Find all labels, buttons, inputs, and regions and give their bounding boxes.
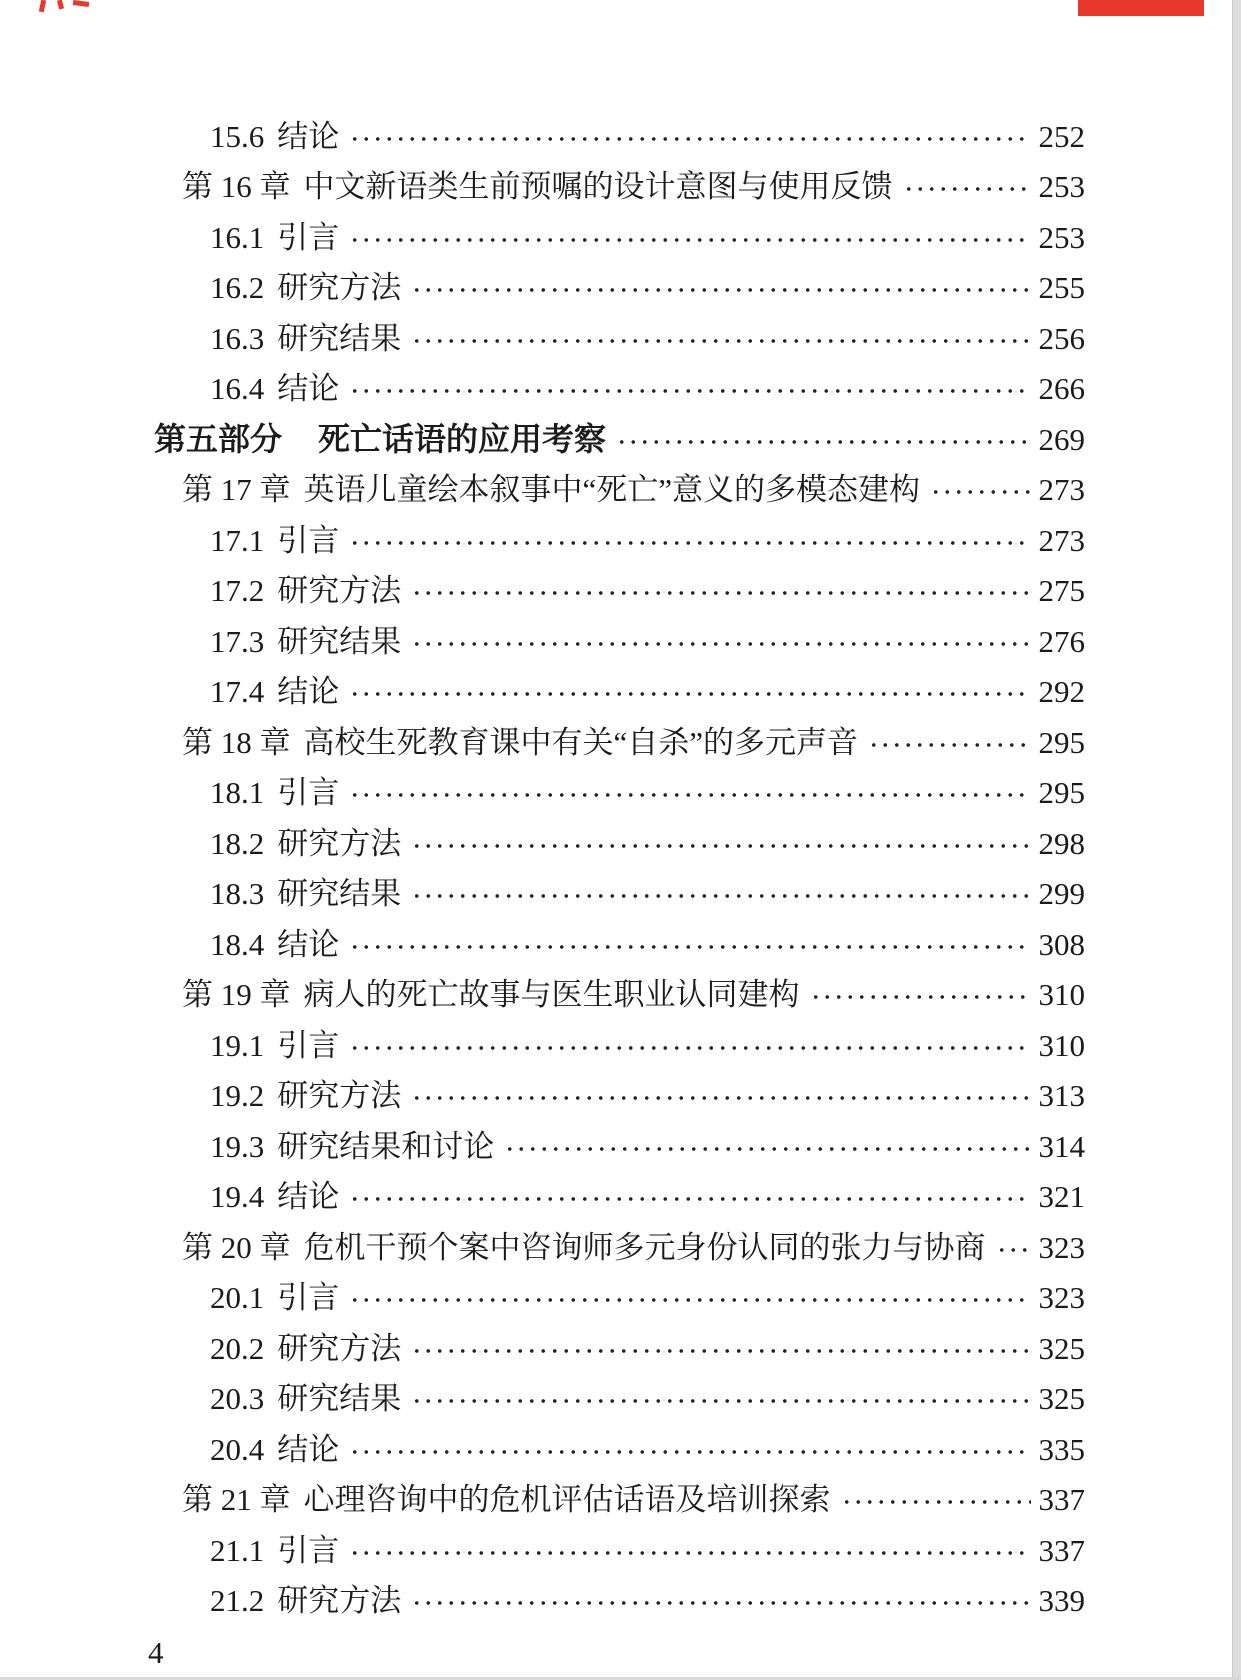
toc-entry-label: 16.2 [210,270,265,306]
dot-leader [349,667,1031,718]
dot-leader [411,1374,1031,1425]
toc-entry-page: 266 [1038,371,1085,407]
toc-entry-page: 299 [1038,876,1085,912]
toc-entry-page: 298 [1038,825,1085,861]
toc-entry-title: 研究结果和讨论 [277,1128,495,1164]
toc-entry-title: 研究方法 [277,1078,402,1114]
toc-entry-title: 引言 [277,775,340,811]
dot-leader [616,414,1031,465]
toc-entry-page: 314 [1038,1128,1085,1164]
toc-entry-title: 结论 [277,674,340,710]
toc-row [0,1374,1241,1425]
toc-row [0,667,1241,718]
dot-leader [411,818,1031,869]
toc-entry-label: 20.3 [210,1381,265,1417]
toc-row [0,768,1241,819]
toc-entry-label: 20.1 [210,1280,265,1316]
toc-entry-title: 高校生死教育课中有关“自杀”的多元声音 [303,724,859,760]
toc-entry-label: 第五部分 [154,421,283,458]
toc-entry-title: 研究结果 [277,876,402,912]
toc-row [0,1020,1241,1071]
toc-entry-page: 337 [1038,1532,1085,1568]
dot-leader [411,1323,1031,1374]
toc-entry-page: 308 [1038,926,1085,962]
dot-leader [349,515,1031,566]
toc-row [0,818,1241,869]
dot-leader [349,111,1031,162]
toc-entry-page: 323 [1038,1229,1085,1265]
red-scan-mark-left-2 [57,0,64,9]
dot-leader [810,970,1032,1021]
dot-leader [996,1222,1032,1273]
red-scan-mark-left-3 [73,0,89,7]
dot-leader [903,162,1032,213]
toc-entry-label: 20.4 [210,1431,265,1467]
toc-entry-title: 结论 [277,371,340,407]
toc-entry-title: 研究结果 [277,320,402,356]
toc-entry-page: 323 [1038,1280,1085,1316]
toc-entry-label: 第 21 章 [182,1482,291,1518]
toc-entry-page: 253 [1038,169,1085,205]
toc-entry-title: 结论 [277,118,340,154]
toc-row [0,1525,1241,1576]
dot-leader [349,1525,1031,1576]
dot-leader [349,1020,1031,1071]
page-folio-number: 4 [148,1635,164,1670]
dot-leader [504,1121,1031,1172]
toc-entry-label: 16.4 [210,371,265,407]
toc-row [0,212,1241,263]
toc-entry-page: 335 [1038,1431,1085,1467]
toc-entry-title: 结论 [277,1431,340,1467]
toc-entry-page: 292 [1038,674,1085,710]
toc-row [0,313,1241,364]
toc-entry-label: 第 17 章 [182,472,291,508]
toc-entry-page: 321 [1038,1179,1085,1215]
toc-entry-title: 研究方法 [277,1583,402,1619]
toc-entry-page: 295 [1038,724,1085,760]
toc-entry-label: 18.4 [210,926,265,962]
toc-entry-title: 病人的死亡故事与医生职业认同建构 [303,977,800,1013]
toc-entry-page: 273 [1038,522,1085,558]
toc-entry-page: 255 [1038,270,1085,306]
toc-entry-title: 引言 [277,219,340,255]
toc-entry-title: 研究方法 [277,1330,402,1366]
dot-leader [349,919,1031,970]
toc-entry-label: 19.4 [210,1179,265,1215]
toc-entry-page: 339 [1038,1583,1085,1619]
toc-entry-label: 第 19 章 [182,977,291,1013]
dot-leader [349,1172,1031,1223]
toc-entry-label: 第 18 章 [182,724,291,760]
toc-entry-title: 研究方法 [277,270,402,306]
toc-row [0,465,1241,516]
dot-leader [349,768,1031,819]
toc-entry-label: 18.3 [210,876,265,912]
toc-row [0,1424,1241,1475]
toc-list [0,111,1241,1626]
toc-row [0,1273,1241,1324]
toc-entry-page: 310 [1038,977,1085,1013]
dot-leader [411,869,1031,920]
toc-entry-title: 结论 [277,1179,340,1215]
toc-row [0,1071,1241,1122]
toc-entry-title: 引言 [277,1532,340,1568]
toc-row [0,869,1241,920]
toc-entry-title: 研究方法 [277,825,402,861]
toc-row [0,717,1241,768]
toc-row [0,414,1241,465]
dot-leader [411,616,1031,667]
toc-entry-page: 275 [1038,573,1085,609]
toc-entry-label: 15.6 [210,118,265,154]
dot-leader [349,1424,1031,1475]
toc-entry-page: 276 [1038,623,1085,659]
dot-leader [411,1576,1031,1627]
toc-row [0,515,1241,566]
toc-entry-label: 16.1 [210,219,265,255]
toc-entry-label: 17.1 [210,522,265,558]
toc-row [0,364,1241,415]
toc-entry-title: 引言 [277,522,340,558]
toc-row [0,919,1241,970]
dot-leader [349,364,1031,415]
toc-entry-title: 结论 [277,926,340,962]
toc-entry-title: 研究方法 [277,573,402,609]
toc-entry-page: 256 [1038,320,1085,356]
dot-leader [411,566,1031,617]
toc-entry-label: 19.3 [210,1128,265,1164]
toc-entry-label: 16.3 [210,320,265,356]
toc-row [0,970,1241,1021]
toc-entry-page: 295 [1038,775,1085,811]
toc-entry-title: 英语儿童绘本叙事中“死亡”意义的多模态建构 [303,472,921,508]
toc-entry-page: 269 [1038,421,1085,457]
dot-leader [411,313,1031,364]
toc-entry-label: 18.1 [210,775,265,811]
toc-entry-label: 17.4 [210,674,265,710]
toc-entry-label: 21.1 [210,1532,265,1568]
dot-leader [349,1273,1031,1324]
dot-leader [411,1071,1031,1122]
dot-leader [841,1475,1032,1526]
toc-row [0,1172,1241,1223]
toc-row [0,1121,1241,1172]
toc-entry-label: 第 16 章 [182,169,291,205]
toc-row [0,1323,1241,1374]
toc-entry-page: 337 [1038,1482,1085,1518]
toc-entry-label: 18.2 [210,825,265,861]
toc-entry-label: 19.2 [210,1078,265,1114]
toc-entry-label: 21.2 [210,1583,265,1619]
toc-entry-page: 310 [1038,1027,1085,1063]
toc-row [0,111,1241,162]
toc-entry-title: 引言 [277,1280,340,1316]
dot-leader [930,465,1031,516]
scan-edge-right-shadow [1232,0,1241,1680]
toc-entry-title: 死亡话语的应用考察 [318,421,607,458]
toc-entry-page: 313 [1038,1078,1085,1114]
toc-entry-title: 研究结果 [277,623,402,659]
toc-row [0,162,1241,213]
toc-entry-page: 253 [1038,219,1085,255]
dot-leader [411,263,1031,314]
toc-entry-page: 325 [1038,1330,1085,1366]
toc-entry-title: 危机干预个案中咨询师多元身份认同的张力与协商 [303,1229,986,1265]
toc-entry-page: 325 [1038,1381,1085,1417]
toc-entry-label: 17.2 [210,573,265,609]
toc-row [0,1475,1241,1526]
toc-row [0,566,1241,617]
toc-entry-label: 19.1 [210,1027,265,1063]
toc-entry-label: 第 20 章 [182,1229,291,1265]
red-scan-mark-right [1078,0,1204,16]
toc-entry-title: 心理咨询中的危机评估话语及培训探索 [303,1482,831,1518]
dot-leader [349,212,1031,263]
toc-entry-title: 研究结果 [277,1381,402,1417]
toc-entry-page: 252 [1038,118,1085,154]
toc-row [0,263,1241,314]
red-scan-mark-left-1 [39,0,46,12]
toc-row [0,616,1241,667]
toc-entry-title: 中文新语类生前预嘱的设计意图与使用反馈 [303,169,893,205]
dot-leader [868,717,1031,768]
toc-row [0,1222,1241,1273]
toc-row [0,1576,1241,1627]
toc-entry-title: 引言 [277,1027,340,1063]
toc-entry-label: 17.3 [210,623,265,659]
toc-entry-page: 273 [1038,472,1085,508]
toc-entry-label: 20.2 [210,1330,265,1366]
